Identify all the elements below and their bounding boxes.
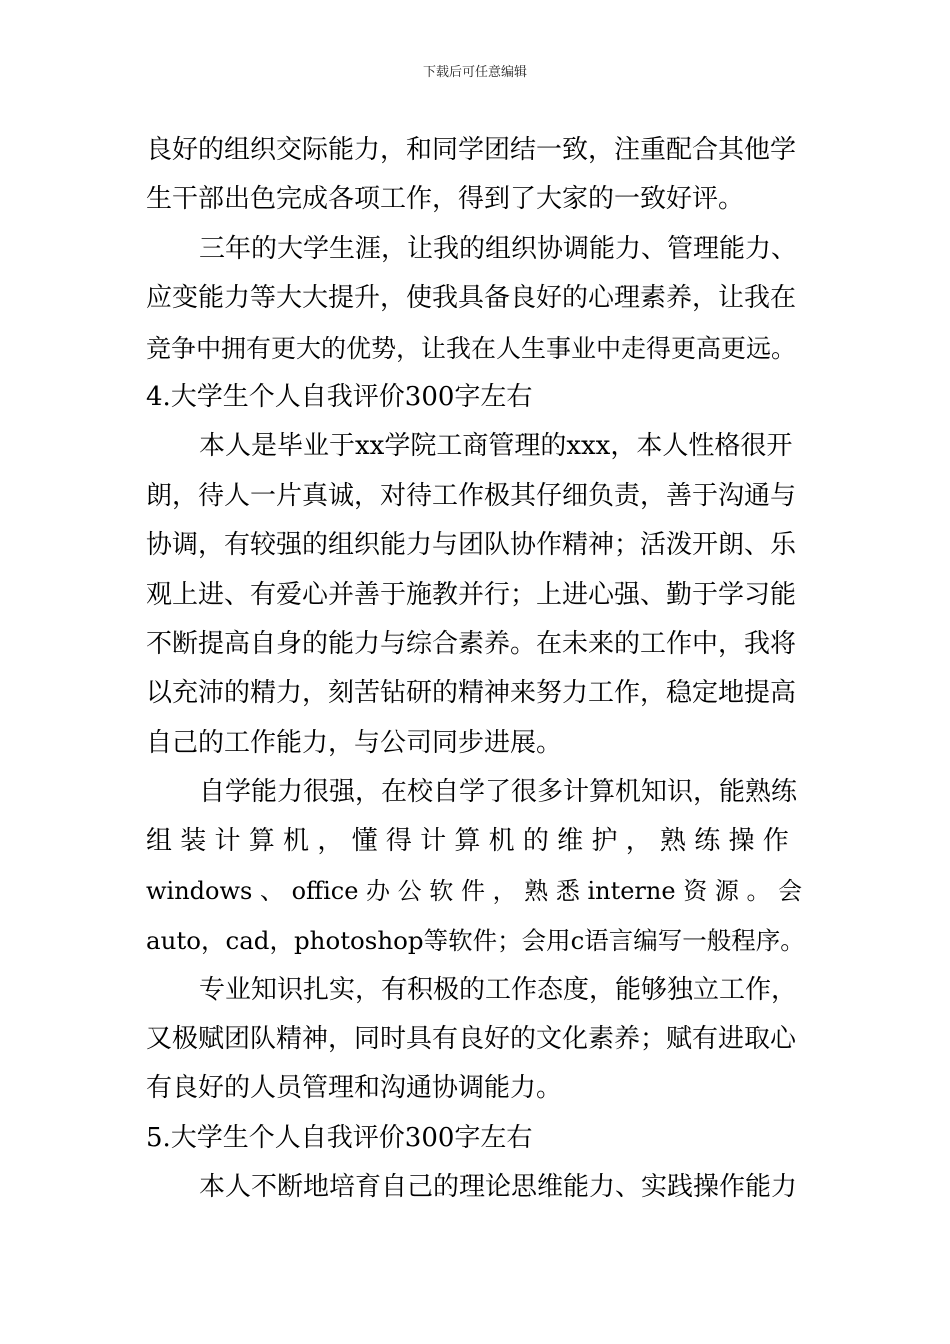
paragraph-line: 有良好的人员管理和沟通协调能力。 — [146, 1073, 563, 1104]
paragraph-line: 不断提高自身的能力与综合素养。在未来的工作中，我将 — [146, 628, 797, 659]
paragraph-line: 自己的工作能力，与公司同步进展。 — [146, 727, 563, 758]
paragraph-line: 组 装 计 算 机 ， 懂 得 计 算 机 的 维 护 ， 熟 练 操 作 — [146, 826, 789, 857]
paragraph-line: 三年的大学生涯，让我的组织协调能力、管理能力、 — [199, 233, 798, 264]
paragraph-line: 观上进、有爱心并善于施教并行；上进心强、勤于学习能 — [146, 579, 797, 610]
paragraph-line: 生干部出色完成各项工作，得到了大家的一致好评。 — [146, 184, 745, 215]
document-body — [146, 126, 806, 1213]
paragraph-line: 又极赋团队精神，同时具有良好的文化素养；赋有进取心 — [146, 1024, 797, 1055]
paragraph-line: 良好的组织交际能力，和同学团结一致，注重配合其他学 — [146, 135, 797, 165]
paragraph-line: 本人是毕业于xx学院工商管理的xxx，本人性格很开 — [199, 431, 793, 462]
section-heading: 5.大学生个人自我评价300字左右 — [146, 1122, 533, 1153]
section-heading: 4.大学生个人自我评价300字左右 — [146, 381, 533, 412]
paragraph-line: 协调，有较强的组织能力与团队协作精神；活泼开朗、乐 — [146, 530, 797, 561]
paragraph-line: 应变能力等大大提升，使我具备良好的心理素养，让我在 — [146, 283, 797, 314]
paragraph-line: 竞争中拥有更大的优势，让我在人生事业中走得更高更远。 — [146, 333, 797, 363]
paragraph-line: 本人不断地培育自己的理论思维能力、实践操作能力 — [199, 1172, 798, 1203]
paragraph-line: 专业知识扎实，有积极的工作态度，能够独立工作， — [199, 974, 798, 1005]
paragraph-line: windows 、 office 办 公 软 件 ， 熟 悉 interne 资 源 。 会 — [146, 876, 803, 905]
paragraph-line: 自学能力很强，在校自学了很多计算机知识，能熟练 — [199, 777, 798, 808]
page-header: 下载后可任意编辑 — [422, 65, 527, 80]
paragraph-line: auto，cad，photoshop等软件；会用c语言编写一般程序。 — [146, 926, 805, 956]
paragraph-line: 朗，待人一片真诚，对待工作极其仔细负责，善于沟通与 — [146, 480, 797, 511]
paragraph-line: 以充沛的精力，刻苦钻研的精神来努力工作，稳定地提高 — [146, 678, 797, 709]
